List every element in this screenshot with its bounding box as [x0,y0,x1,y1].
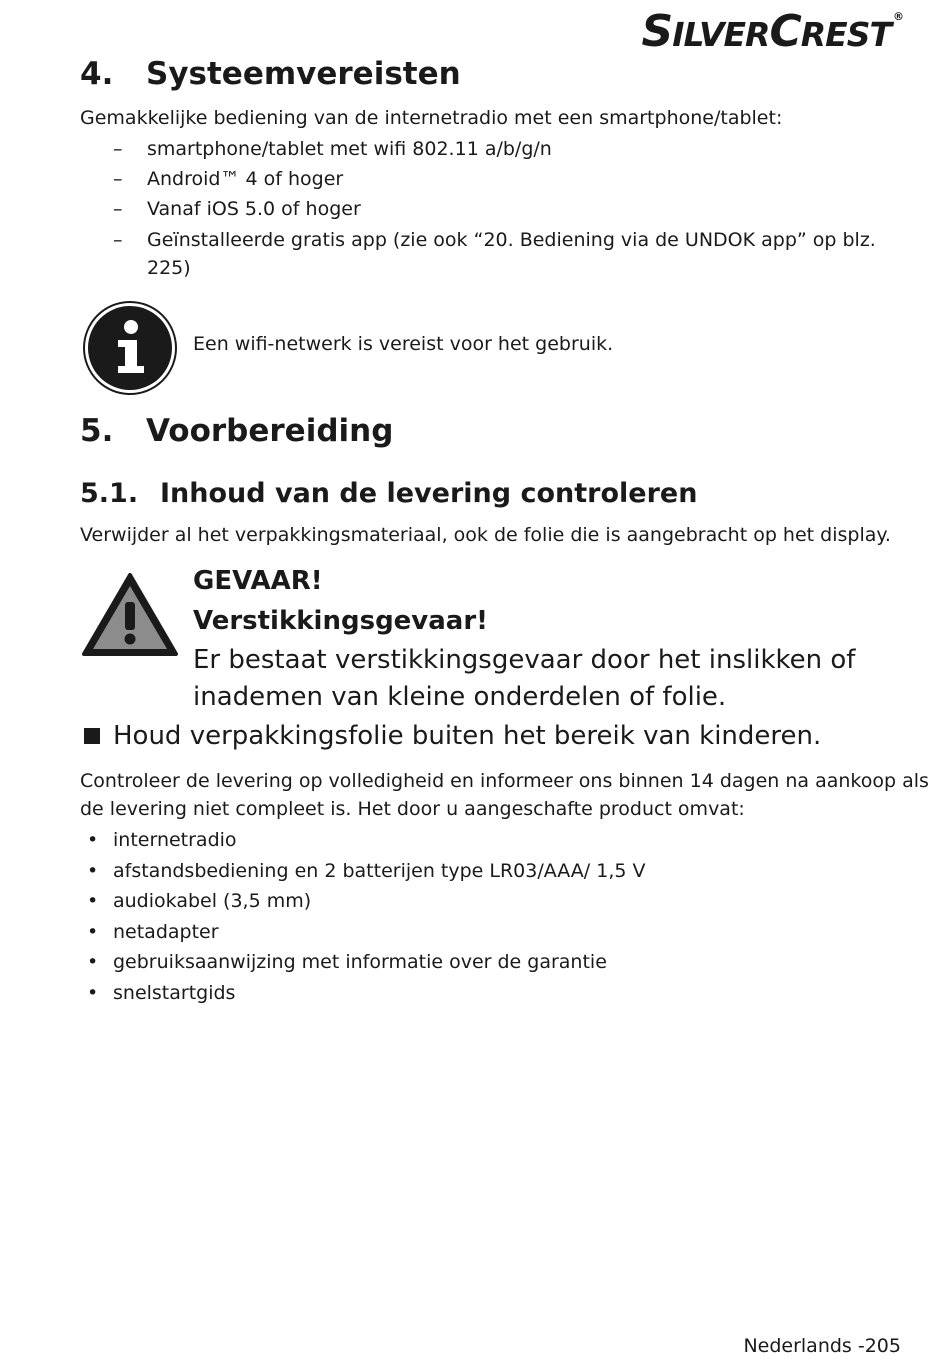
bullet-marker: • [87,890,99,912]
contents-item: internetradio [113,829,237,851]
section-5-1-intro: Verwijder al het verpakkingsmateriaal, ook de folie die is aangebracht op het display. [80,524,891,546]
section-4-heading [80,56,461,92]
section-5-1-title: Inhoud van de levering controleren [160,478,698,509]
warning-instruction: Houd verpakkingsfolie buiten het bereik van kinderen. [113,721,822,751]
dash-marker: – [113,229,123,251]
section-5-title: Voorbereiding [146,413,394,449]
check-paragraph-line-1: Controleer de levering op volledigheid en informeer ons binnen 14 dagen na aankoop als [80,770,929,792]
logo-letters-ilver: ILVER [672,15,770,54]
contents-item: afstandsbediening en 2 batterijen type LR03/AAA/ 1,5 V [113,860,646,882]
warning-label: GEVAAR! [193,566,323,596]
info-icon [82,300,178,396]
bullet-marker: • [87,921,99,943]
requirement-item: Android™ 4 of hoger [147,168,344,190]
section-5-1-number: 5.1. [80,478,139,509]
bullet-marker: • [87,951,99,973]
contents-item: snelstartgids [113,982,236,1004]
contents-item: netadapter [113,921,219,943]
section-4-intro: Gemakkelijke bediening van de internetradio met een smartphone/tablet: [80,107,783,129]
dash-marker: – [113,138,123,160]
requirement-item-continuation: 225) [147,257,191,279]
dash-marker: – [113,198,123,220]
section-5-1-heading [80,478,697,509]
warning-triangle-icon [81,572,179,658]
requirement-item: smartphone/tablet met wifi 802.11 a/b/g/n [147,138,552,160]
info-note-text: Een wifi-netwerk is vereist voor het gebruik. [193,333,614,355]
registered-mark: ® [893,10,903,23]
brand-logo [642,6,904,57]
section-4-number: 4. [80,56,114,92]
page-footer-label: Nederlands -205 [743,1335,901,1357]
section-5-number: 5. [80,413,114,449]
bullet-marker: • [87,982,99,1004]
requirement-item: Geïnstalleerde gratis app (zie ook “20. Bediening via de UNDOK app” op blz. [147,229,876,251]
square-bullet-icon [84,728,100,744]
section-4-title: Systeemvereisten [146,56,461,92]
logo-letter-s: S [641,6,673,57]
warning-text-line-1: Er bestaat verstikkingsgevaar door het inslikken of [193,645,856,675]
requirement-item: Vanaf iOS 5.0 of hoger [147,198,361,220]
dash-marker: – [113,168,123,190]
bullet-marker: • [87,860,99,882]
logo-letter-c: C [769,6,801,57]
contents-item: gebruiksaanwijzing met informatie over de garantie [113,951,607,973]
check-paragraph-line-2: de levering niet compleet is. Het door u aangeschafte product omvat: [80,798,745,820]
section-5-heading [80,413,393,449]
logo-letters-rest: REST [800,15,891,54]
warning-text-line-2: inademen van kleine onderdelen of folie. [193,682,727,712]
bullet-marker: • [87,829,99,851]
warning-title: Verstikkingsgevaar! [193,606,489,636]
contents-item: audiokabel (3,5 mm) [113,890,312,912]
